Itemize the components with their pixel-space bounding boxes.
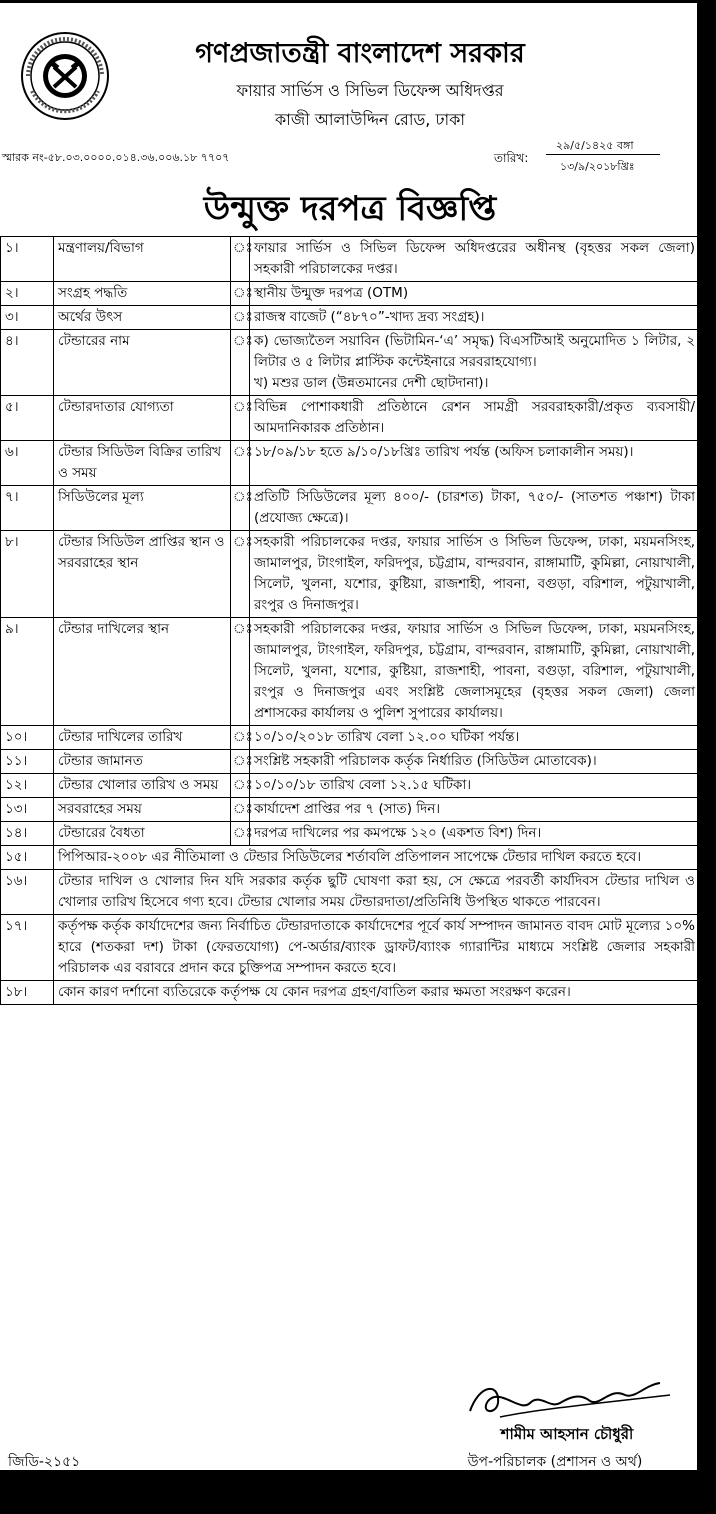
note-row (1, 870, 700, 915)
note-text: কর্তৃপক্ষ কর্তৃক কার্যাদেশের জন্য নির্বাচিত টেন্ডারদাতাকে কার্যাদেশের পূর্বে কার্য সম্পাদন জামানত বাবদ মোট মূল্যের ১০% হারে (শতকরা দশ) টাকা (ফেরতযোগ্য) পে-অর্ডার/ব্যাংক ড্রাফট/ব্যাংক গ্যারান্টির মাধ্যমে সংশ্লিষ্ট জেলার সহকারী পরিচালক এর বরাবরে প্রদান করে চুক্তিপত্র সম্পাদন করতে হবে। (54, 915, 700, 981)
row-separator: ঃ (231, 774, 250, 798)
row-value (250, 396, 700, 441)
row-value-text: সংশ্লিষ্ট সহকারী পরিচালক কর্তৃক নির্ধারিত (সিডিউল মোতাবেক)। (254, 753, 597, 769)
row-value (250, 531, 700, 618)
row-separator: ঃ (231, 237, 250, 282)
row-label: টেন্ডার সিডিউল প্রাপ্তির স্থান ও সরবরাহের স্থান (54, 531, 231, 618)
table-row (1, 486, 700, 531)
row-value (250, 486, 700, 531)
table-row (1, 798, 700, 822)
row-value (250, 282, 700, 306)
row-label: মন্ত্রণালয়/বিভাগ (54, 237, 231, 282)
row-value (250, 330, 700, 396)
signature-scribble (460, 1373, 680, 1423)
row-value-text: ফায়ার সার্ভিস ও সিভিল ডিফেন্স অধিদপ্তরের অধীনস্থ (বৃহত্তর সকল জেলা) সহকারী পরিচালকের দপ্তর। (254, 240, 695, 277)
row-value-text: স্থানীয় উন্মুক্ত দরপত্র (OTM) (254, 285, 409, 301)
note-number: ১৭। (1, 915, 54, 981)
table-row (1, 531, 700, 618)
note-text: টেন্ডার দাখিল ও খোলার দিন যদি সরকার কর্তৃক ছুটি ঘোষণা করা হয়, সে ক্ষেত্রে পরবর্তী কার্যদিবস টেন্ডার দাখিল ও খোলার তারিখ হিসেবে গণ্য হবে। টেন্ডার খোলার সময় টেন্ডারদাতা/প্রতিনিধি উপস্থিত থাকতে পারবেন। (54, 870, 700, 915)
row-separator: ঃ (231, 750, 250, 774)
row-label: সরবরাহের সময় (54, 798, 231, 822)
row-value-text: ১০/১০/২০১৮ তারিখ বেলা ১২.০০ ঘটিকা পর্যন্ত। (254, 729, 520, 745)
row-value (250, 441, 700, 486)
notice-title: উন্মুক্ত দরপত্র বিজ্ঞপ্তি (203, 189, 497, 229)
department-name: ফায়ার সার্ভিস ও সিভিল ডিফেন্স অধিদপ্তর (236, 81, 504, 100)
row-value (250, 750, 700, 774)
row-separator: ঃ (231, 441, 250, 486)
row-separator: ঃ (231, 282, 250, 306)
row-value-text: সহকারী পরিচালকের দপ্তর, ফায়ার সার্ভিস ও সিভিল ডিফেন্স, ঢাকা, ময়মনসিংহ, জামালপুর, টাংগাইল, ফরিদপুর, চট্টগ্রাম, বান্দরবান, রাঙ্গামাটি, কুমিল্লা, নোয়াখালী, সিলেট, খুলনা, যশোর, কুষ্টিয়া, রাজশাহী, পাবনা, বগুড়া, বরিশাল, পটুয়াখালী, রংপুর ও দিনাজপুর। (254, 534, 695, 613)
row-number: ৪। (1, 330, 54, 396)
date-english: ১৩/৯/২০১৮খ্রিঃ (560, 160, 635, 173)
row-separator: ঃ (231, 618, 250, 726)
government-seal-logo (20, 31, 110, 121)
row-value-text: রাজস্ব বাজেট (“৪৮৭০”-খাদ্য দ্রব্য সংগ্রহ)। (254, 309, 485, 325)
row-label: অর্থের উৎস (54, 306, 231, 330)
row-label: টেন্ডার সিডিউল বিক্রির তারিখ ও সময় (54, 441, 231, 486)
row-value (250, 798, 700, 822)
row-number: ৭। (1, 486, 54, 531)
row-number: ৬। (1, 441, 54, 486)
table-row (1, 330, 700, 396)
row-separator: ঃ (231, 330, 250, 396)
footer-code: জিডি-২১৫১ (8, 1454, 81, 1470)
table-row (1, 726, 700, 750)
table-row (1, 822, 700, 846)
row-number: ৩। (1, 306, 54, 330)
row-separator: ঃ (231, 531, 250, 618)
row-separator: ঃ (231, 396, 250, 441)
note-text: পিপিআর-২০০৮ এর নীতিমালা ও টেন্ডার সিডিউলের শর্তাবলি প্রতিপালন সাপেক্ষে টেন্ডার দাখিল করতে হবে। (54, 846, 700, 870)
row-label: সিডিউলের মূল্য (54, 486, 231, 531)
date-bangla: ২৯/৫/১৪২৫ বঙ্গা (556, 139, 634, 152)
row-value (250, 237, 700, 282)
row-separator: ঃ (231, 486, 250, 531)
memo-number: স্মারক নং-৫৮.০৩.০০০০.০১৪.৩৬.০০৬.১৮ ৭৭০৭ (2, 151, 230, 164)
row-value-text: ক) ভোজ্যতৈল সয়াবিন (ভিটামিন-‘এ’ সমৃদ্ধ) বিএসটিআই অনুমোদিত ১ লিটার, ২ লিটার ও ৫ লিটার প্লাস্টিক কন্টেইনারে সরবরাহযোগ্য। (254, 333, 695, 370)
date-divider (546, 154, 660, 155)
row-value (250, 618, 700, 726)
row-value-text: বিভিন্ন পোশাকধারী প্রতিষ্ঠানে রেশন সামগ্রী সরবরাহকারী/প্রকৃত ব্যবসায়ী/আমদানিকারক প্রতিষ্ঠান। (254, 399, 695, 436)
note-number: ১৮। (1, 981, 54, 1005)
note-row (1, 981, 700, 1005)
row-number: ৯। (1, 618, 54, 726)
table-row (1, 396, 700, 441)
table-row (1, 774, 700, 798)
row-value-text: সহকারী পরিচালকের দপ্তর, ফায়ার সার্ভিস ও সিভিল ডিফেন্স, ঢাকা, ময়মনসিংহ, জামালপুর, টাংগাইল, ফরিদপুর, চট্টগ্রাম, বান্দরবান, রাঙ্গামাটি, কুমিল্লা, নোয়াখালী, সিলেট, খুলনা, যশোর, কুষ্টিয়া, রাজশাহী, পাবনা, বগুড়া, বরিশাল, পটুয়াখালী, রংপুর ও দিনাজপুর এবং সংশ্লিষ্ট জেলাসমূহের (বৃহত্তর সকল জেলা) জেলা প্রশাসকের কার্যালয় ও পুলিশ সুপারের কার্যালয়। (254, 621, 695, 721)
row-value-text: প্রতিটি সিডিউলের মূল্য ৪০০/- (চারশত) টাকা, ৭৫০/- (সাতশত পঞ্চাশ) টাকা (প্রযোজ্য ক্ষেত্রে)। (254, 489, 695, 526)
row-number: ১৪। (1, 822, 54, 846)
row-number: ১৩। (1, 798, 54, 822)
row-number: ১০। (1, 726, 54, 750)
row-separator: ঃ (231, 822, 250, 846)
row-number: ২। (1, 282, 54, 306)
note-row (1, 846, 700, 870)
table-row (1, 750, 700, 774)
signatory-designation: উপ-পরিচালক (প্রশাসন ও অর্থ) (467, 1454, 643, 1470)
row-separator: ঃ (231, 798, 250, 822)
note-text: কোন কারণ দর্শানো ব্যতিরেকে কর্তৃপক্ষ যে কোন দরপত্র গ্রহণ/বাতিল করার ক্ষমতা সংরক্ষণ করেন। (54, 981, 700, 1005)
row-label: টেন্ডার জামানত (54, 750, 231, 774)
department-address: কাজী আলাউদ্দিন রোড, ঢাকা (275, 110, 465, 129)
row-value-text: ১৮/০৯/১৮ হতে ৯/১০/১৮খ্রিঃ তারিখ পর্যন্ত (অফিস চলাকালীন সময়)। (254, 444, 634, 460)
note-row (1, 915, 700, 981)
government-heading: গণপ্রজাতন্ত্রী বাংলাদেশ সরকার (195, 38, 525, 69)
row-separator: ঃ (231, 306, 250, 330)
row-label: টেন্ডারদাতার যোগ্যতা (54, 396, 231, 441)
row-label: টেন্ডার খোলার তারিখ ও সময় (54, 774, 231, 798)
row-label: টেন্ডারের নাম (54, 330, 231, 396)
row-number: ১। (1, 237, 54, 282)
row-label: টেন্ডার দাখিলের তারিখ (54, 726, 231, 750)
row-number: ৫। (1, 396, 54, 441)
row-value (250, 822, 700, 846)
table-row (1, 237, 700, 282)
signatory-name: শামীম আহসান চৌধুরী (500, 1425, 634, 1443)
table-row (1, 282, 700, 306)
row-separator: ঃ (231, 726, 250, 750)
row-label: টেন্ডার দাখিলের স্থান (54, 618, 231, 726)
row-number: ৮। (1, 531, 54, 618)
table-row (1, 306, 700, 330)
row-number: ১১। (1, 750, 54, 774)
table-row (1, 441, 700, 486)
row-value-text: দরপত্র দাখিলের পর কমপক্ষে ১২০ (একশত বিশ) দিন। (254, 825, 542, 841)
row-value-text-2: খ) মশুর ডাল (উন্নতমানের দেশী ছোটদানা)। (254, 375, 489, 391)
row-label: সংগ্রহ পদ্ধতি (54, 282, 231, 306)
date-label: তারিখ: (494, 151, 529, 165)
row-value-text: কার্যাদেশ প্রাপ্তির পর ৭ (সাত) দিন। (254, 801, 441, 817)
tender-details-table (0, 236, 700, 1005)
row-value (250, 306, 700, 330)
note-number: ১৫। (1, 846, 54, 870)
row-value-text: ১০/১০/১৮ তারিখ বেলা ১২.১৫ ঘটিকা। (254, 777, 472, 793)
table-row (1, 618, 700, 726)
note-number: ১৬। (1, 870, 54, 915)
row-value (250, 726, 700, 750)
row-label: টেন্ডারের বৈধতা (54, 822, 231, 846)
row-number: ১২। (1, 774, 54, 798)
row-value (250, 774, 700, 798)
